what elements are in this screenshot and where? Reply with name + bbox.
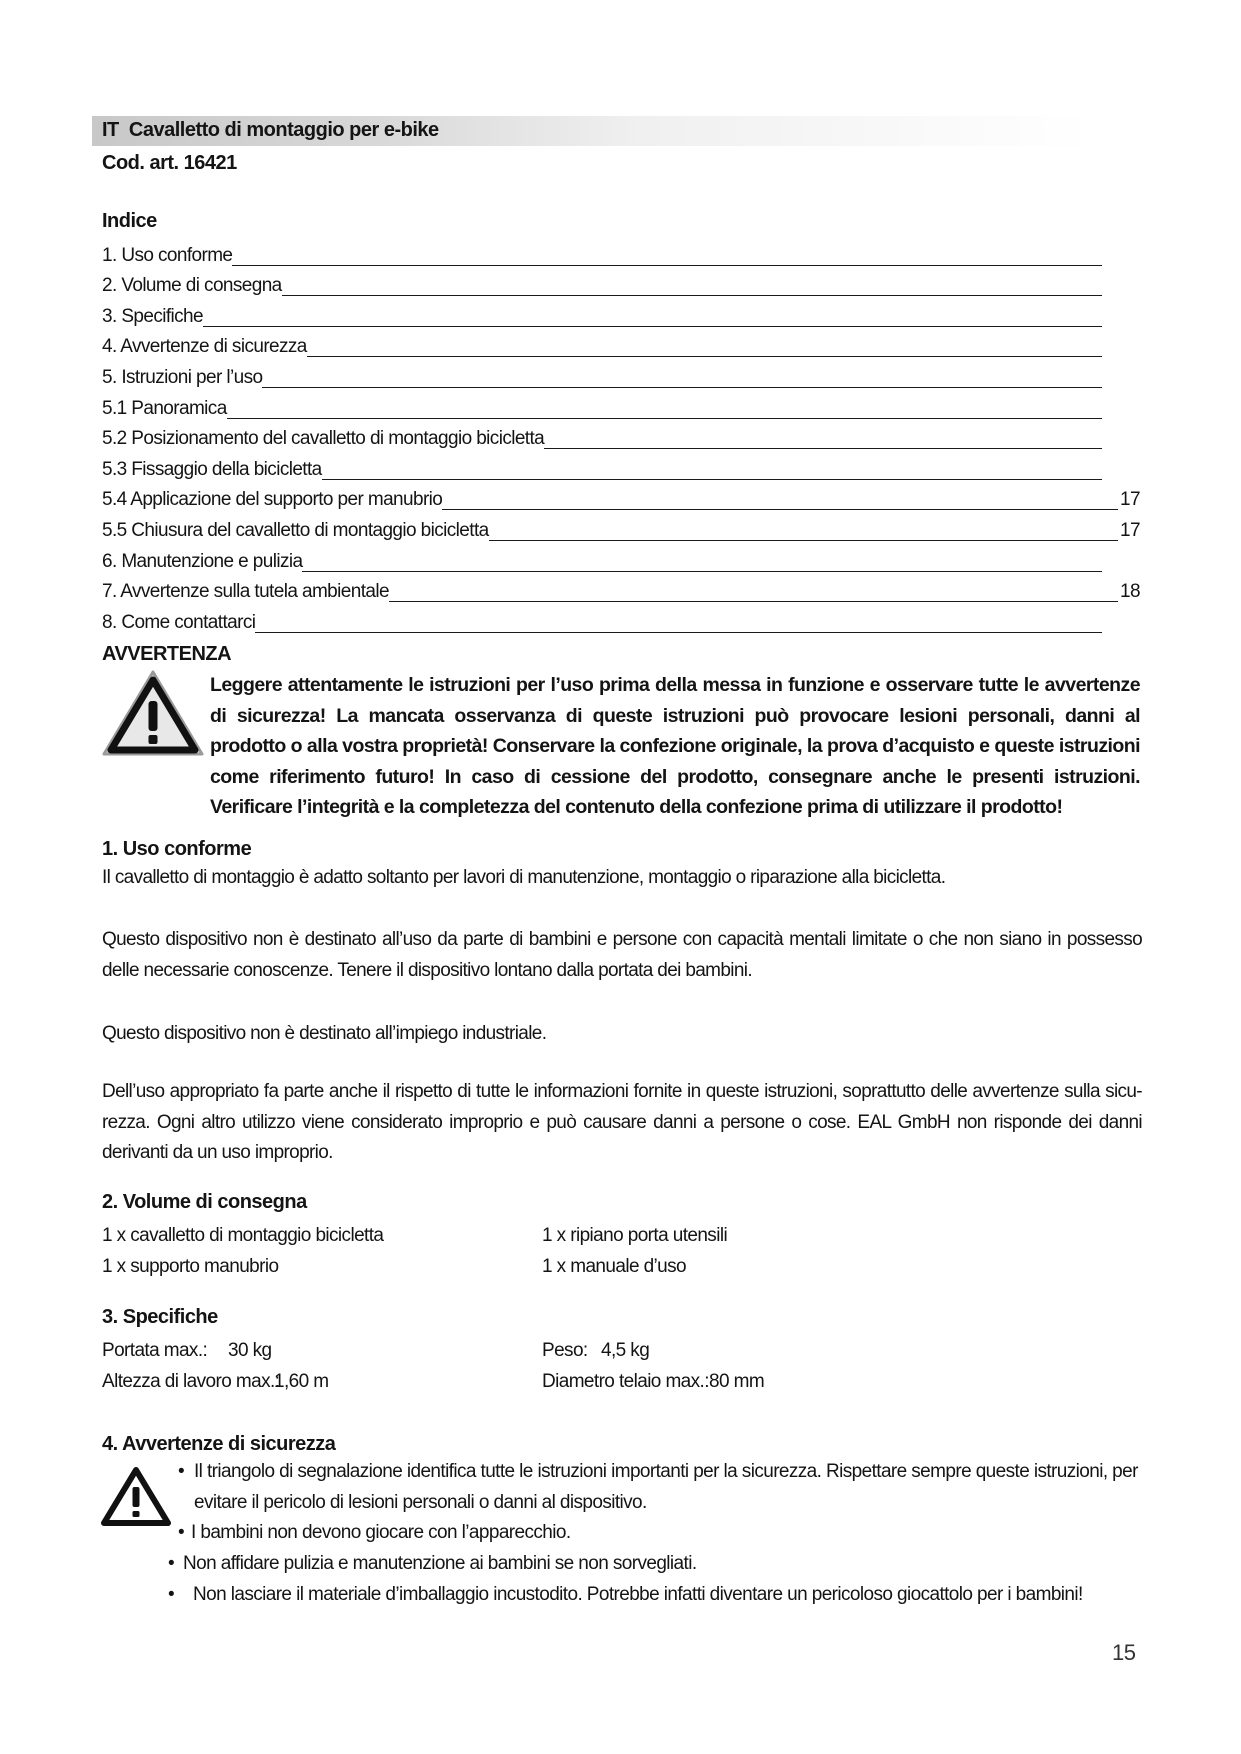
- toc-entry-label: 5. Istruzioni per l’uso: [102, 366, 263, 388]
- warning-text: Leggere attentamente le istruzioni per l’uso prima della messa in funzione e osservare tutte le avvertenze di sicurezza! La mancata osservanza di queste istruzioni può provocare lesioni personali, danni al prodotto o alla vostra proprietà! Conservare la confezione originale, la prova d’acquisto e queste istruzioni come riferimento futuro! In caso di cessione del prodotto, consegnare anche le presenti istruzioni. Verificare l’integrità e la completezza del contenuto della confezione prima di utilizzare il prodotto!: [210, 674, 1140, 818]
- toc-leader-line: [307, 356, 1102, 357]
- spec-value: 1,60 m: [274, 1371, 329, 1392]
- table-of-contents: [102, 238, 1162, 636]
- toc-entry: [102, 299, 1162, 330]
- toc-leader-line: [389, 601, 1118, 602]
- toc-entry-label: 3. Specifiche: [102, 305, 203, 327]
- toc-entry-label: 6. Manutenzione e pulizia: [102, 550, 303, 572]
- toc-leader-line: [227, 418, 1102, 419]
- toc-entry: [102, 269, 1162, 300]
- toc-entry-label: 5.1 Panoramica: [102, 397, 227, 419]
- toc-entry-label: 5.5 Chiusura del cavalletto di montaggio bicicletta: [102, 519, 489, 541]
- bullet-dot: •: [178, 1461, 185, 1482]
- paragraph: Dell’uso appropriato fa parte anche il rispetto di tutte le informazioni fornite in queste istruzioni, soprattutto delle avvertenze sulla sicu-rezza. Ogni altro utilizzo viene considerato improprio e può causare danni a persone o cose. EAL GmbH non risponde dei danni derivanti da un uso improprio.: [102, 1081, 1142, 1163]
- toc-leader-line: [282, 295, 1102, 296]
- section-heading-intended-use: 1. Uso conforme: [102, 838, 252, 860]
- spec-value: 80 mm: [709, 1371, 765, 1392]
- toc-leader-line: [262, 387, 1102, 388]
- spec-label: Portata max.:: [102, 1340, 208, 1361]
- toc-entry: [102, 605, 1162, 636]
- toc-entry: [102, 422, 1162, 453]
- delivery-item: 1 x cavalletto di montaggio bicicletta: [102, 1225, 384, 1246]
- toc-leader-line: [489, 540, 1118, 541]
- toc-leader-line: [255, 632, 1102, 633]
- toc-entry: [102, 544, 1162, 575]
- toc-leader-line: [232, 265, 1102, 266]
- section-heading-safety-warnings: 4. Avvertenze di sicurezza: [102, 1433, 336, 1455]
- toc-leader-line: [322, 479, 1102, 480]
- article-code: Cod. art. 16421: [102, 152, 237, 174]
- bullet-text: I bambini non devono giocare con l’apparecchio.: [191, 1522, 571, 1543]
- toc-leader-line: [302, 571, 1102, 572]
- toc-title: Indice: [102, 210, 157, 232]
- spec-label: Diametro telaio max.:: [542, 1371, 709, 1392]
- toc-entry: [102, 575, 1162, 606]
- toc-entry-label: 5.4 Applicazione del supporto per manubrio: [102, 489, 443, 511]
- paragraph: Il cavalletto di montaggio è adatto soltanto per lavori di manutenzione, montaggio o riparazione alla bicicletta.: [102, 867, 946, 888]
- toc-entry: [102, 360, 1162, 391]
- toc-entry-label: 4. Avvertenze di sicurezza: [102, 336, 307, 358]
- spec-value: 30 kg: [228, 1340, 272, 1361]
- bullet-text: Il triangolo di segnalazione identifica tutte le istruzioni importanti per la sicurezza. Rispettare sempre queste istruzioni, per evitare il pericolo di lesioni personali o danni al dispositivo.: [194, 1461, 1138, 1513]
- toc-leader-line: [544, 448, 1102, 449]
- delivery-item: 1 x manuale d’uso: [542, 1256, 687, 1277]
- toc-entry: [102, 238, 1162, 269]
- toc-entry-label: 8. Come contattarci: [102, 611, 256, 633]
- toc-entry-page: 18: [1120, 581, 1140, 603]
- warning-triangle-icon: [100, 668, 206, 758]
- toc-entry-label: 5.2 Posizionamento del cavalletto di montaggio bicicletta: [102, 428, 545, 450]
- bullet-text: Non lasciare il materiale d’imballaggio incustodito. Potrebbe infatti diventare un pericoloso giocattolo per i bambini!: [193, 1584, 1083, 1605]
- toc-entry-label: 7. Avvertenze sulla tutela ambientale: [102, 581, 389, 603]
- section-heading-specifications: 3. Specifiche: [102, 1306, 218, 1328]
- safety-bullet: [178, 1518, 1142, 1549]
- title-bar: [92, 116, 1092, 146]
- title-text: [102, 119, 439, 142]
- document-title: Cavalletto di montaggio per e-bike: [128, 119, 439, 141]
- toc-entry-label: 2. Volume di consegna: [102, 275, 282, 297]
- toc-entry: [102, 452, 1162, 483]
- toc-entry-label: 1. Uso conforme: [102, 244, 233, 266]
- paragraph: Questo dispositivo non è destinato all’impiego industriale.: [102, 1023, 547, 1044]
- paragraph: Questo dispositivo non è destinato all’uso da parte di bambini e persone con capacità mentali limitate o che non siano in possesso delle necessarie conoscenze. Tenere il dispositivo lontano dalla portata dei bambini.: [102, 929, 1142, 981]
- toc-entry: [102, 513, 1162, 544]
- spec-label: Peso:: [542, 1340, 588, 1361]
- toc-entry-page: 17: [1120, 519, 1140, 541]
- lang-code: IT: [102, 119, 119, 141]
- warning-triangle-icon: [100, 1465, 172, 1527]
- page-number: 15: [1112, 1640, 1136, 1665]
- bullet-dot: •: [168, 1584, 175, 1605]
- toc-entry: [102, 330, 1162, 361]
- safety-bullet: [168, 1549, 1142, 1580]
- spec-label: Altezza di lavoro max.:: [102, 1371, 280, 1392]
- bullet-text: Non affidare pulizia e manutenzione ai bambini se non sorvegliati.: [183, 1553, 697, 1574]
- toc-entry: [102, 483, 1162, 514]
- toc-leader-line: [442, 509, 1118, 510]
- delivery-item: 1 x ripiano porta utensili: [542, 1225, 728, 1246]
- toc-entry-page: 17: [1120, 489, 1140, 511]
- safety-bullet: [168, 1580, 1142, 1611]
- toc-leader-line: [203, 326, 1102, 327]
- bullet-dot: •: [178, 1522, 185, 1543]
- warning-title: AVVERTENZA: [102, 643, 232, 665]
- spec-value: 4,5 kg: [601, 1340, 650, 1361]
- safety-bullet: [178, 1457, 1142, 1518]
- toc-entry-label: 5.3 Fissaggio della bicicletta: [102, 458, 322, 480]
- section-heading-delivery-scope: 2. Volume di consegna: [102, 1191, 307, 1213]
- bullet-dot: •: [168, 1553, 175, 1574]
- toc-entry: [102, 391, 1162, 422]
- delivery-item: 1 x supporto manubrio: [102, 1256, 279, 1277]
